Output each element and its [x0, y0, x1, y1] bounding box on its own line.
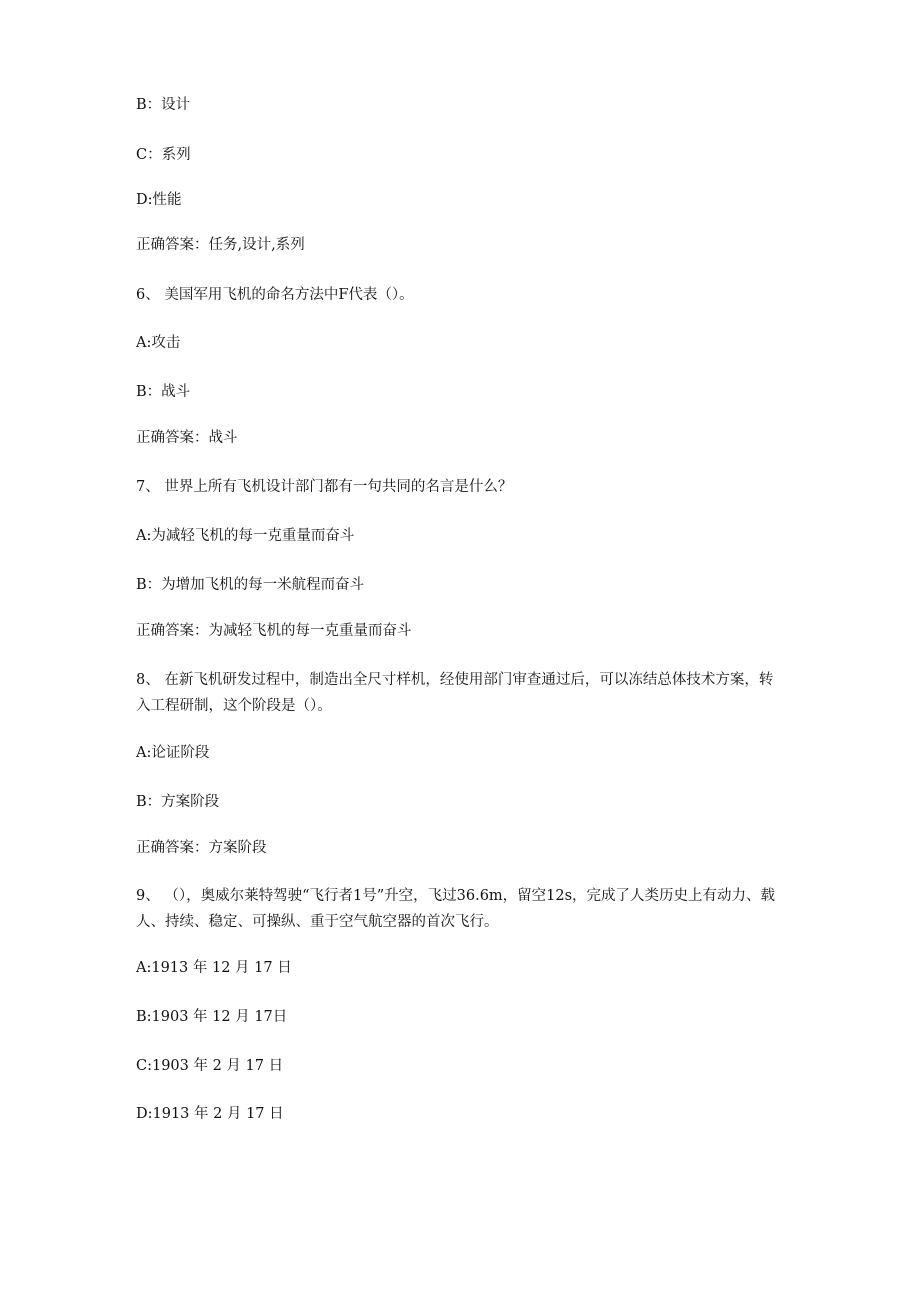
q8-answer: 正确答案：方案阶段: [136, 840, 267, 856]
q9-option-a: A:1913 年 12 月 17 日: [136, 960, 292, 976]
q9-option-c: C:1903 年 2 月 17 日: [136, 1058, 284, 1074]
q7-option-b: B：为增加飞机的每一米航程而奋斗: [136, 577, 365, 593]
q8-question: 8、 在新飞机研发过程中，制造出全尺寸样机，经使用部门审查通过后，可以冻结总体技术方案，转入工程研制，这个阶段是（）。: [136, 672, 774, 714]
q5-option-d: D:性能: [136, 192, 182, 208]
q6-answer: 正确答案：战斗: [136, 430, 238, 446]
q9-option-b: B:1903 年 12 月 17日: [136, 1009, 288, 1025]
q8-option-b: B：方案阶段: [136, 794, 220, 810]
q5-option-c: C：系列: [136, 147, 191, 163]
q6-option-a: A:攻击: [136, 335, 181, 351]
q5-option-b: B：设计: [136, 97, 191, 113]
q7-question: 7、 世界上所有飞机设计部门都有一句共同的名言是什么？: [136, 479, 513, 495]
q6-question: 6、 美国军用飞机的命名方法中F代表（）。: [136, 287, 414, 303]
q7-answer: 正确答案：为减轻飞机的每一克重量而奋斗: [136, 623, 412, 639]
q9-question: 9、 （），奥威尔莱特驾驶“飞行者1号”升空，飞过36.6m，留空12s，完成了人类历史上有动力、载人、持续、稳定、可操纵、重于空气航空器的首次飞行。: [136, 888, 776, 930]
q6-option-b: B：战斗: [136, 384, 191, 400]
q8-option-a: A:论证阶段: [136, 745, 210, 761]
q7-option-a: A:为减轻飞机的每一克重量而奋斗: [136, 528, 355, 544]
q9-option-d: D:1913 年 2 月 17 日: [136, 1106, 284, 1122]
q5-answer: 正确答案：任务,设计,系列: [136, 237, 305, 253]
